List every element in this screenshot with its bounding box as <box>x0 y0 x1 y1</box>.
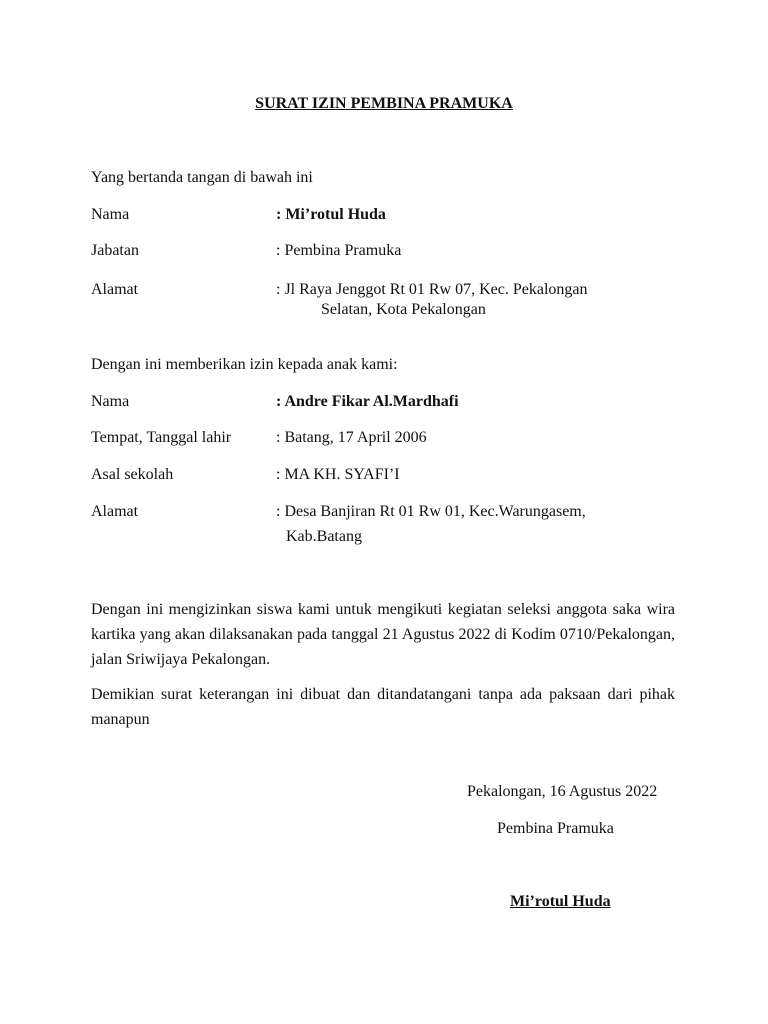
closing-paragraph: Demikian surat keterangan ini dibuat dan ditandatangani tanpa ada paksaan dari pihak manapun <box>91 686 675 728</box>
signer-address-line2: Selatan, Kota Pekalongan <box>321 301 486 318</box>
signer-name-value: : Mi’rotul Huda <box>276 206 386 223</box>
student-birth-label: Tempat, Tanggal lahir <box>91 429 232 446</box>
student-name-value: : Andre Fikar Al.Mardhafi <box>276 393 459 410</box>
student-birth-value: : Batang, 17 April 2006 <box>276 429 427 446</box>
student-address-label: Alamat <box>91 503 139 520</box>
letter-title: SURAT IZIN PEMBINA PRAMUKA <box>255 95 513 112</box>
signature-role: Pembina Pramuka <box>497 820 614 837</box>
student-address-line2: Kab.Batang <box>286 528 362 545</box>
signer-name-label: Nama <box>91 206 130 223</box>
student-address-line1: : Desa Banjiran Rt 01 Rw 01, Kec.Warungasem, <box>276 503 586 520</box>
signer-address-label: Alamat <box>91 281 139 298</box>
student-school-value: : MA KH. SYAFI’I <box>276 466 400 483</box>
place-date: Pekalongan, 16 Agustus 2022 <box>467 783 658 800</box>
body-paragraph: Dengan ini mengizinkan siswa kami untuk mengikuti kegiatan seleksi anggota saka wira kartika yang akan dilaksanakan pada tanggal 21 Agustus 2022 di Kodim 0710/Pekalongan, jalan Sriwijaya Pekalongan. <box>91 601 675 668</box>
student-school-label: Asal sekolah <box>91 466 174 483</box>
permission-intro: Dengan ini memberikan izin kepada anak kami: <box>91 356 398 373</box>
student-name-label: Nama <box>91 393 130 410</box>
signer-position-label: Jabatan <box>91 242 139 259</box>
intro-line: Yang bertanda tangan di bawah ini <box>91 169 313 186</box>
signer-address-line1: : Jl Raya Jenggot Rt 01 Rw 07, Kec. Pekalongan <box>276 281 588 298</box>
signer-position-value: : Pembina Pramuka <box>276 242 402 259</box>
signature-name: Mi’rotul Huda <box>510 893 611 910</box>
